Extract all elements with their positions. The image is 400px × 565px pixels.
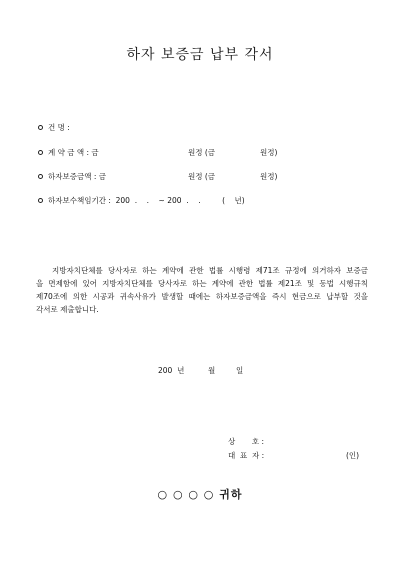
seal-mark: (인) <box>346 451 360 460</box>
contract-amount-won: 원정 (금 <box>188 148 216 157</box>
paragraph-line: 지방자치단체를 당사자로 하는 계약에 관한 법률 시행령 제71조 규정에 의거하자 보증금 <box>52 266 368 275</box>
field-row-warranty-amount <box>38 172 368 182</box>
bullet-circle-icon <box>38 174 43 179</box>
date-day: 일 <box>236 366 244 375</box>
representative-label: 대 표 자 : <box>228 451 265 460</box>
date-year: 200 년 <box>158 366 185 375</box>
bullet-circle-icon <box>38 198 43 203</box>
warranty-amount-won-close: 원정) <box>260 172 278 181</box>
field-row-project-name <box>38 123 368 133</box>
document-title: 하자 보증금 납부 각서 <box>126 47 274 63</box>
bullet-circle-icon <box>38 150 43 155</box>
contract-amount-won-close: 원정) <box>260 148 278 157</box>
contract-amount-label: 계 약 금 액 : 금 <box>48 148 99 157</box>
pledge-paragraph <box>36 264 368 316</box>
warranty-amount-won: 원정 (금 <box>188 172 216 181</box>
field-row-warranty-period <box>38 196 368 206</box>
field-row-contract-amount <box>38 148 368 158</box>
addressee: ○ ○ ○ ○ 귀하 <box>157 488 243 501</box>
paragraph-line: 각서로 제출합니다. <box>36 305 99 314</box>
paragraph-line: 제70조에 의한 시공과 귀속사유가 발생할 때에는 하자보증금액을 즉시 현금으로 납부할 것을 <box>36 292 368 301</box>
project-name-label: 건 명 : <box>48 123 70 132</box>
warranty-period-label: 하자보수책임기간 : 200 . . ~ 200 . . ( 년) <box>48 196 245 205</box>
date-month: 월 <box>208 366 216 375</box>
company-name-label: 상 호 : <box>228 437 265 446</box>
paragraph-line: 을 면제함에 있어 지방자치단체를 당사자로 하는 계약에 관한 법률 제21조 및 동법 시행규칙 <box>36 279 368 288</box>
warranty-amount-label: 하자보증금액 : 금 <box>48 172 107 181</box>
bullet-circle-icon <box>38 125 43 130</box>
